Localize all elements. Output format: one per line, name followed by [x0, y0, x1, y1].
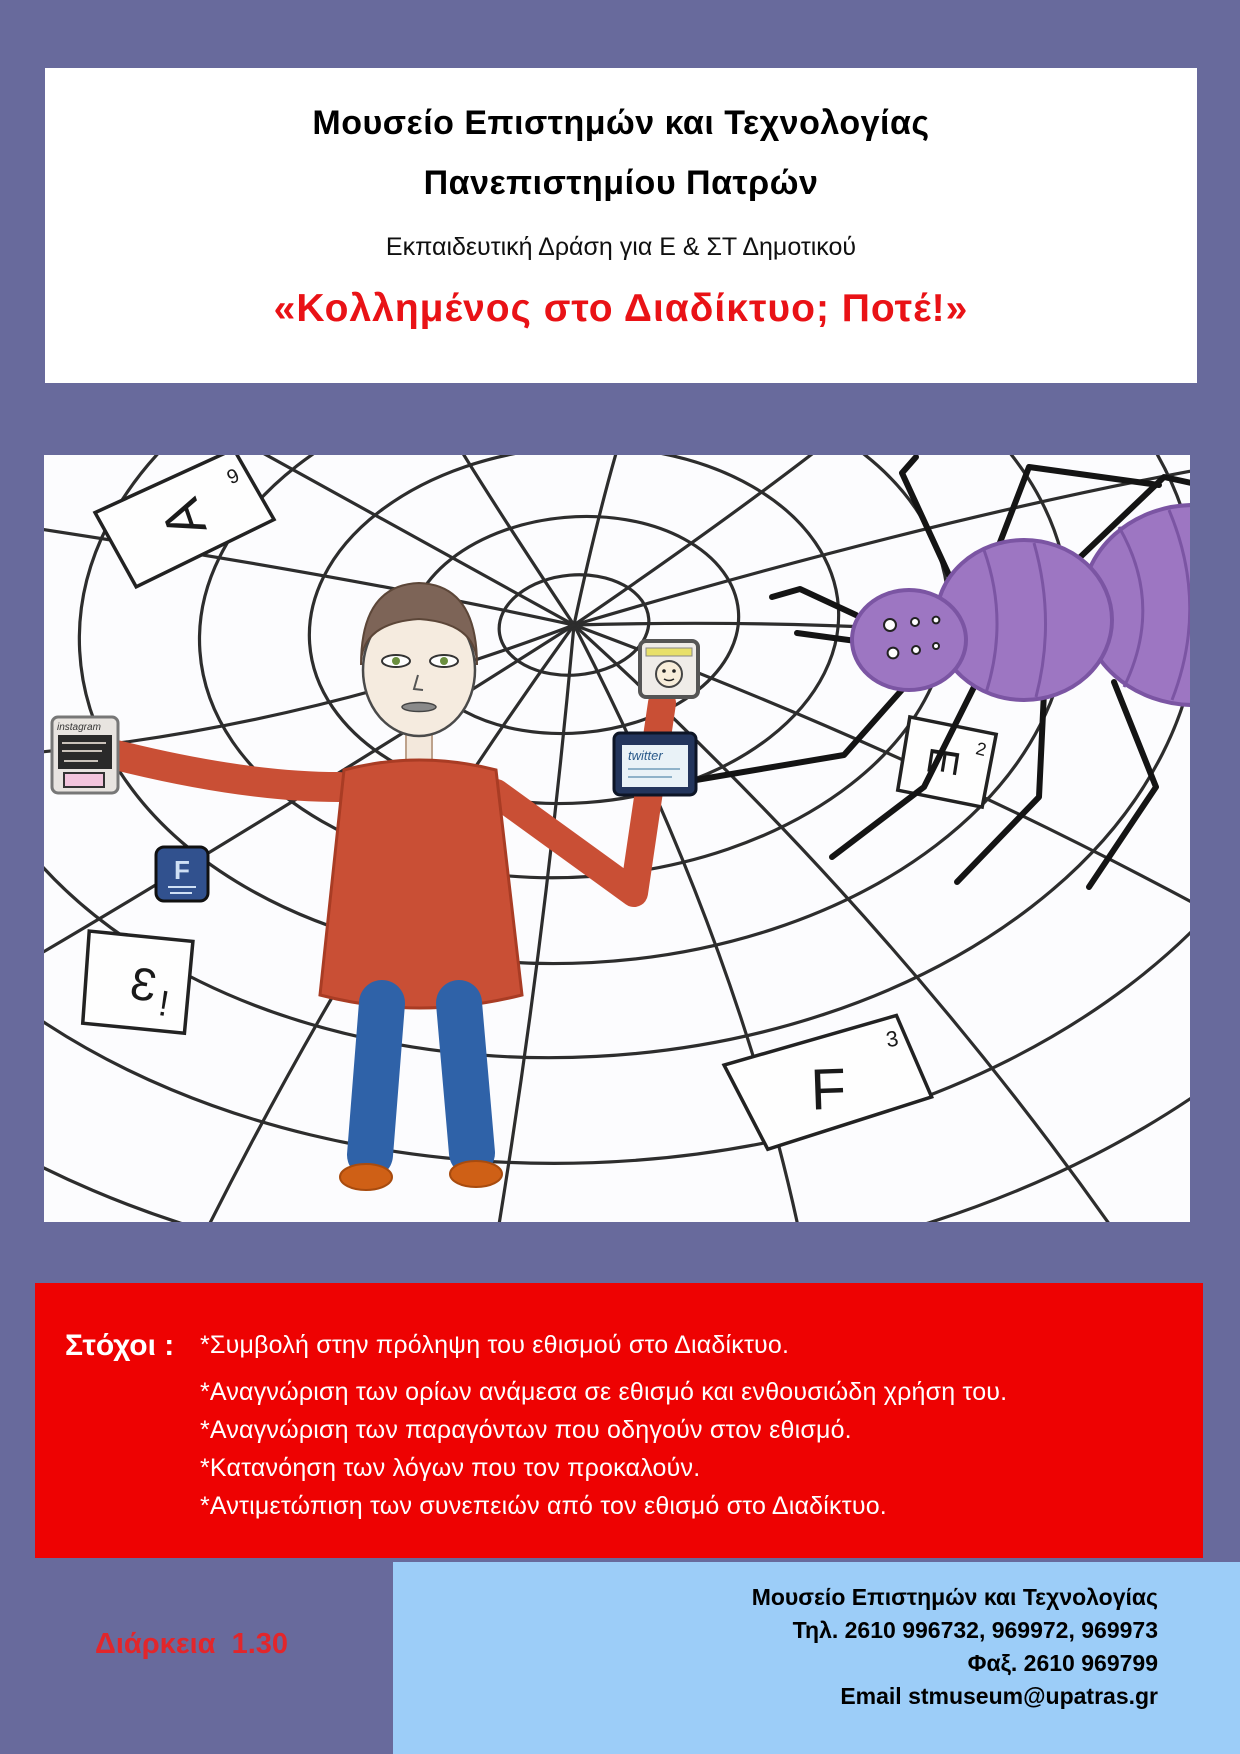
svg-text:A: A	[149, 491, 219, 546]
person-sweater	[320, 760, 522, 1008]
facebook-device	[156, 847, 208, 901]
header-card	[45, 68, 1197, 383]
objective-item: *Συμβολή στην πρόληψη του εθισμού στο Διαδίκτυο.	[200, 1331, 790, 1359]
objectives-list	[200, 1331, 1007, 1530]
person-shoe-left	[340, 1164, 392, 1190]
svg-text:F: F	[809, 1056, 848, 1123]
svg-text:6: 6	[223, 462, 243, 488]
contact-fax: Φαξ. 2610 969799	[967, 1650, 1158, 1676]
web-drawing-illustration	[44, 455, 1190, 1222]
letter-tile-3	[75, 925, 199, 1039]
museum-title-line1: Μουσείο Επιστημών και Τεχνολογίας	[312, 104, 930, 142]
svg-text:2: 2	[973, 738, 989, 761]
spider-head	[852, 590, 966, 690]
svg-text:E: E	[918, 744, 969, 780]
svg-text:!: !	[155, 982, 173, 1025]
illustration-svg	[44, 455, 1190, 1222]
duration-label: Διάρκεια 1.30	[95, 1628, 289, 1660]
person-mouth	[402, 703, 436, 712]
objective-item: *Κατανόηση των λόγων που τον προκαλούν.	[200, 1454, 701, 1482]
person-shoe-right	[450, 1161, 502, 1187]
svg-text:3: 3	[126, 956, 161, 1012]
contact-email: Email stmuseum@upatras.gr	[840, 1683, 1158, 1709]
objective-item: *Αντιμετώπιση των συνεπειών από τον εθισμό στο Διαδίκτυο.	[200, 1492, 887, 1520]
twitter-tablet	[614, 733, 696, 795]
svg-text:3: 3	[884, 1025, 901, 1053]
activity-slogan: «Κολλημένος στο Διαδίκτυο; Ποτέ!»	[273, 287, 969, 330]
svg-text:instagram: instagram	[57, 722, 101, 733]
museum-title-line2: Πανεπιστημίου Πατρών	[423, 164, 819, 202]
person-jeans	[370, 1003, 472, 1155]
objectives-box	[35, 1283, 1203, 1558]
activity-subtitle: Εκπαιδευτική Δράση για Ε & ΣΤ Δημοτικού	[385, 233, 857, 261]
contact-museum-name: Μουσείο Επιστημών και Τεχνολογίας	[751, 1584, 1158, 1610]
spider	[696, 457, 1190, 887]
objective-item: *Αναγνώριση των παραγόντων που οδηγούν στον εθισμό.	[200, 1416, 852, 1444]
objectives-label: Στόχοι :	[65, 1329, 175, 1362]
svg-text:F: F	[174, 855, 190, 885]
letter-tile-a	[88, 455, 282, 592]
contact-phone: Τηλ. 2610 996732, 969972, 969973	[792, 1617, 1158, 1643]
objective-item: *Αναγνώριση των ορίων ανάμεσα σε εθισμό και ενθουσιώδη χρήση του.	[200, 1378, 1008, 1406]
instagram-device	[52, 717, 118, 793]
contact-box	[393, 1562, 1240, 1754]
phone-in-hand	[640, 641, 698, 697]
svg-text:twitter: twitter	[628, 748, 663, 763]
